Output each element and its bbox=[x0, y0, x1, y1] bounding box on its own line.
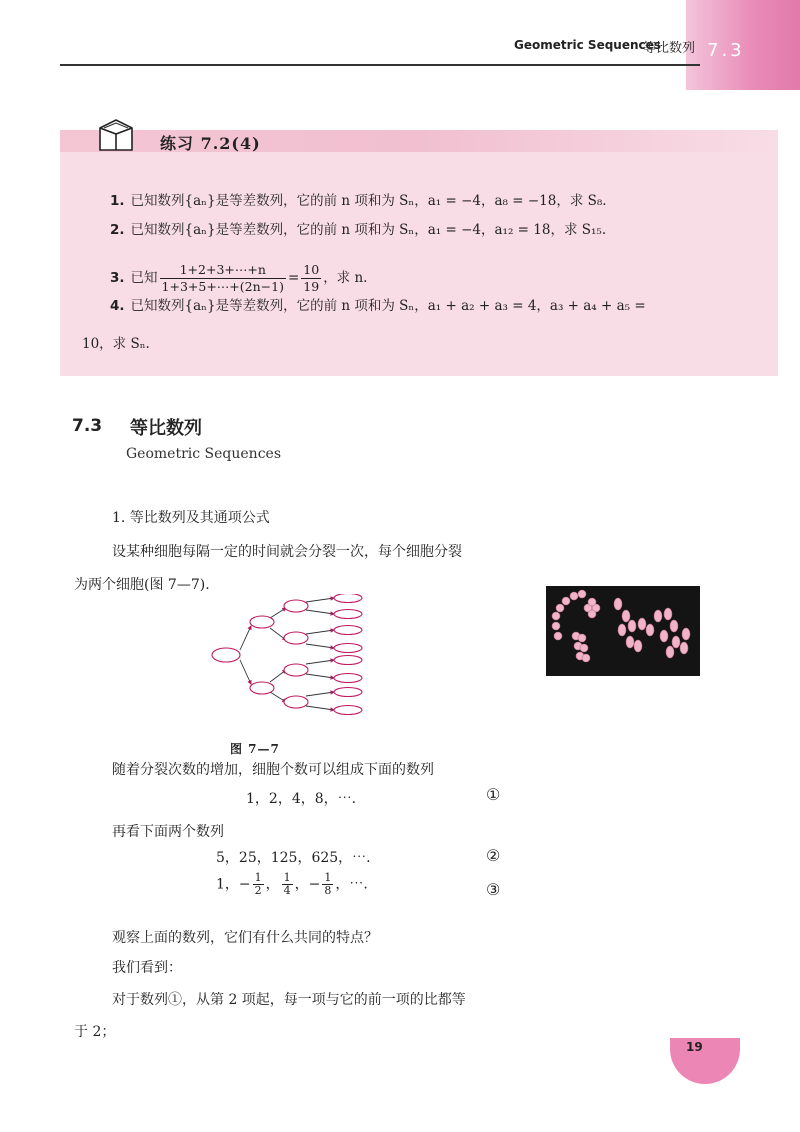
exercise-item-text: 已知数列{aₙ}是等差数列，它的前 n 项和为 Sₙ，a₁ = −4，a₈ = −18，求 S₈. bbox=[130, 193, 607, 209]
header-rule bbox=[60, 64, 700, 66]
section-title-english: Geometric Sequences bbox=[126, 446, 282, 462]
page-number: 19 bbox=[686, 1040, 703, 1054]
fraction-numerator: 1 bbox=[324, 871, 332, 884]
paragraph: 为两个细胞(图 7—7). bbox=[74, 577, 210, 593]
sequence-2: 5，25，125，625，⋯. bbox=[216, 850, 371, 866]
fraction-denominator: 2 bbox=[254, 884, 262, 897]
exercise-item-1 bbox=[110, 191, 607, 211]
equation-marker-1: ① bbox=[486, 785, 501, 804]
fraction-numerator: 1 bbox=[283, 871, 291, 884]
sequence-text: 1，− bbox=[216, 876, 251, 893]
exercise-item-tail: ，求 n. bbox=[323, 270, 368, 286]
fraction bbox=[160, 262, 286, 295]
cell-division-photo bbox=[546, 586, 700, 676]
paragraph: 随着分裂次数的增加，细胞个数可以组成下面的数列 bbox=[112, 762, 434, 778]
exercise-box bbox=[60, 130, 778, 376]
fraction-numerator: 10 bbox=[303, 262, 320, 277]
sequence-text: ，− bbox=[294, 876, 321, 893]
fraction bbox=[253, 872, 264, 897]
fraction bbox=[322, 872, 333, 897]
exercise-item-number: 4. bbox=[110, 298, 125, 314]
exercise-item-number: 2. bbox=[110, 222, 125, 238]
equation-marker-3: ③ bbox=[486, 880, 501, 899]
paragraph: 设某种细胞每隔一定的时间就会分裂一次，每个细胞分裂 bbox=[112, 544, 462, 560]
exercise-item-number: 1. bbox=[110, 193, 125, 209]
equals-sign: = bbox=[287, 270, 300, 286]
fraction bbox=[282, 872, 293, 897]
exercise-title: 练习 7.2(4) bbox=[160, 134, 261, 153]
header-section-code: 7.3 bbox=[707, 40, 745, 61]
page-number-tab bbox=[670, 1038, 740, 1084]
sequence-text: ，⋯. bbox=[335, 876, 368, 893]
paragraph: 对于数列①，从第 2 项起，每一项与它的前一项的比都等 bbox=[112, 992, 466, 1008]
fraction-denominator: 1+3+5+⋯+(2n−1) bbox=[161, 279, 284, 294]
exercise-item-text: 已知数列{aₙ}是等差数列，它的前 n 项和为 Sₙ，a₁ = −4，a₁₂ = 18，求 S₁₅. bbox=[130, 222, 607, 238]
exercise-item-4 bbox=[110, 296, 646, 316]
cell-division-diagram bbox=[206, 594, 366, 720]
fraction-denominator: 19 bbox=[303, 279, 320, 294]
sequence-1: 1，2，4，8，⋯. bbox=[246, 791, 357, 807]
fraction-denominator: 4 bbox=[283, 884, 291, 897]
paragraph: 观察上面的数列，它们有什么共同的特点？ bbox=[112, 930, 378, 946]
paragraph: 于 2； bbox=[74, 1024, 116, 1040]
exercise-item-lead: 已知 bbox=[130, 270, 158, 286]
sequence-text: ， bbox=[265, 876, 280, 893]
equation-marker-2: ② bbox=[486, 846, 501, 865]
exercise-item-4-continuation: 10，求 Sₙ. bbox=[82, 336, 150, 352]
exercise-item-2 bbox=[110, 220, 606, 240]
subsection-heading: 1. 等比数列及其通项公式 bbox=[112, 510, 270, 526]
fraction-numerator: 1 bbox=[254, 871, 262, 884]
exercise-item-3 bbox=[110, 262, 367, 295]
running-title-chinese: 等比数列 bbox=[643, 41, 696, 56]
figure-caption: 图 7—7 bbox=[230, 742, 280, 756]
paragraph: 我们看到： bbox=[112, 960, 182, 976]
fraction-denominator: 8 bbox=[324, 884, 332, 897]
fraction bbox=[301, 262, 321, 295]
exercise-item-number: 3. bbox=[110, 270, 125, 286]
book-icon bbox=[96, 114, 136, 154]
paragraph: 再看下面两个数列 bbox=[112, 824, 224, 840]
exercise-item-text: 已知数列{aₙ}是等差数列，它的前 n 项和为 Sₙ，a₁ + a₂ + a₃ = 4，a₃ + a₄ + a₅ = bbox=[130, 298, 646, 314]
fraction-numerator: 1+2+3+⋯+n bbox=[160, 262, 286, 279]
section-title: 等比数列 bbox=[130, 418, 202, 439]
running-title: Geometric Sequences bbox=[514, 38, 661, 52]
sequence-3 bbox=[216, 872, 368, 897]
section-number: 7.3 bbox=[72, 416, 103, 436]
